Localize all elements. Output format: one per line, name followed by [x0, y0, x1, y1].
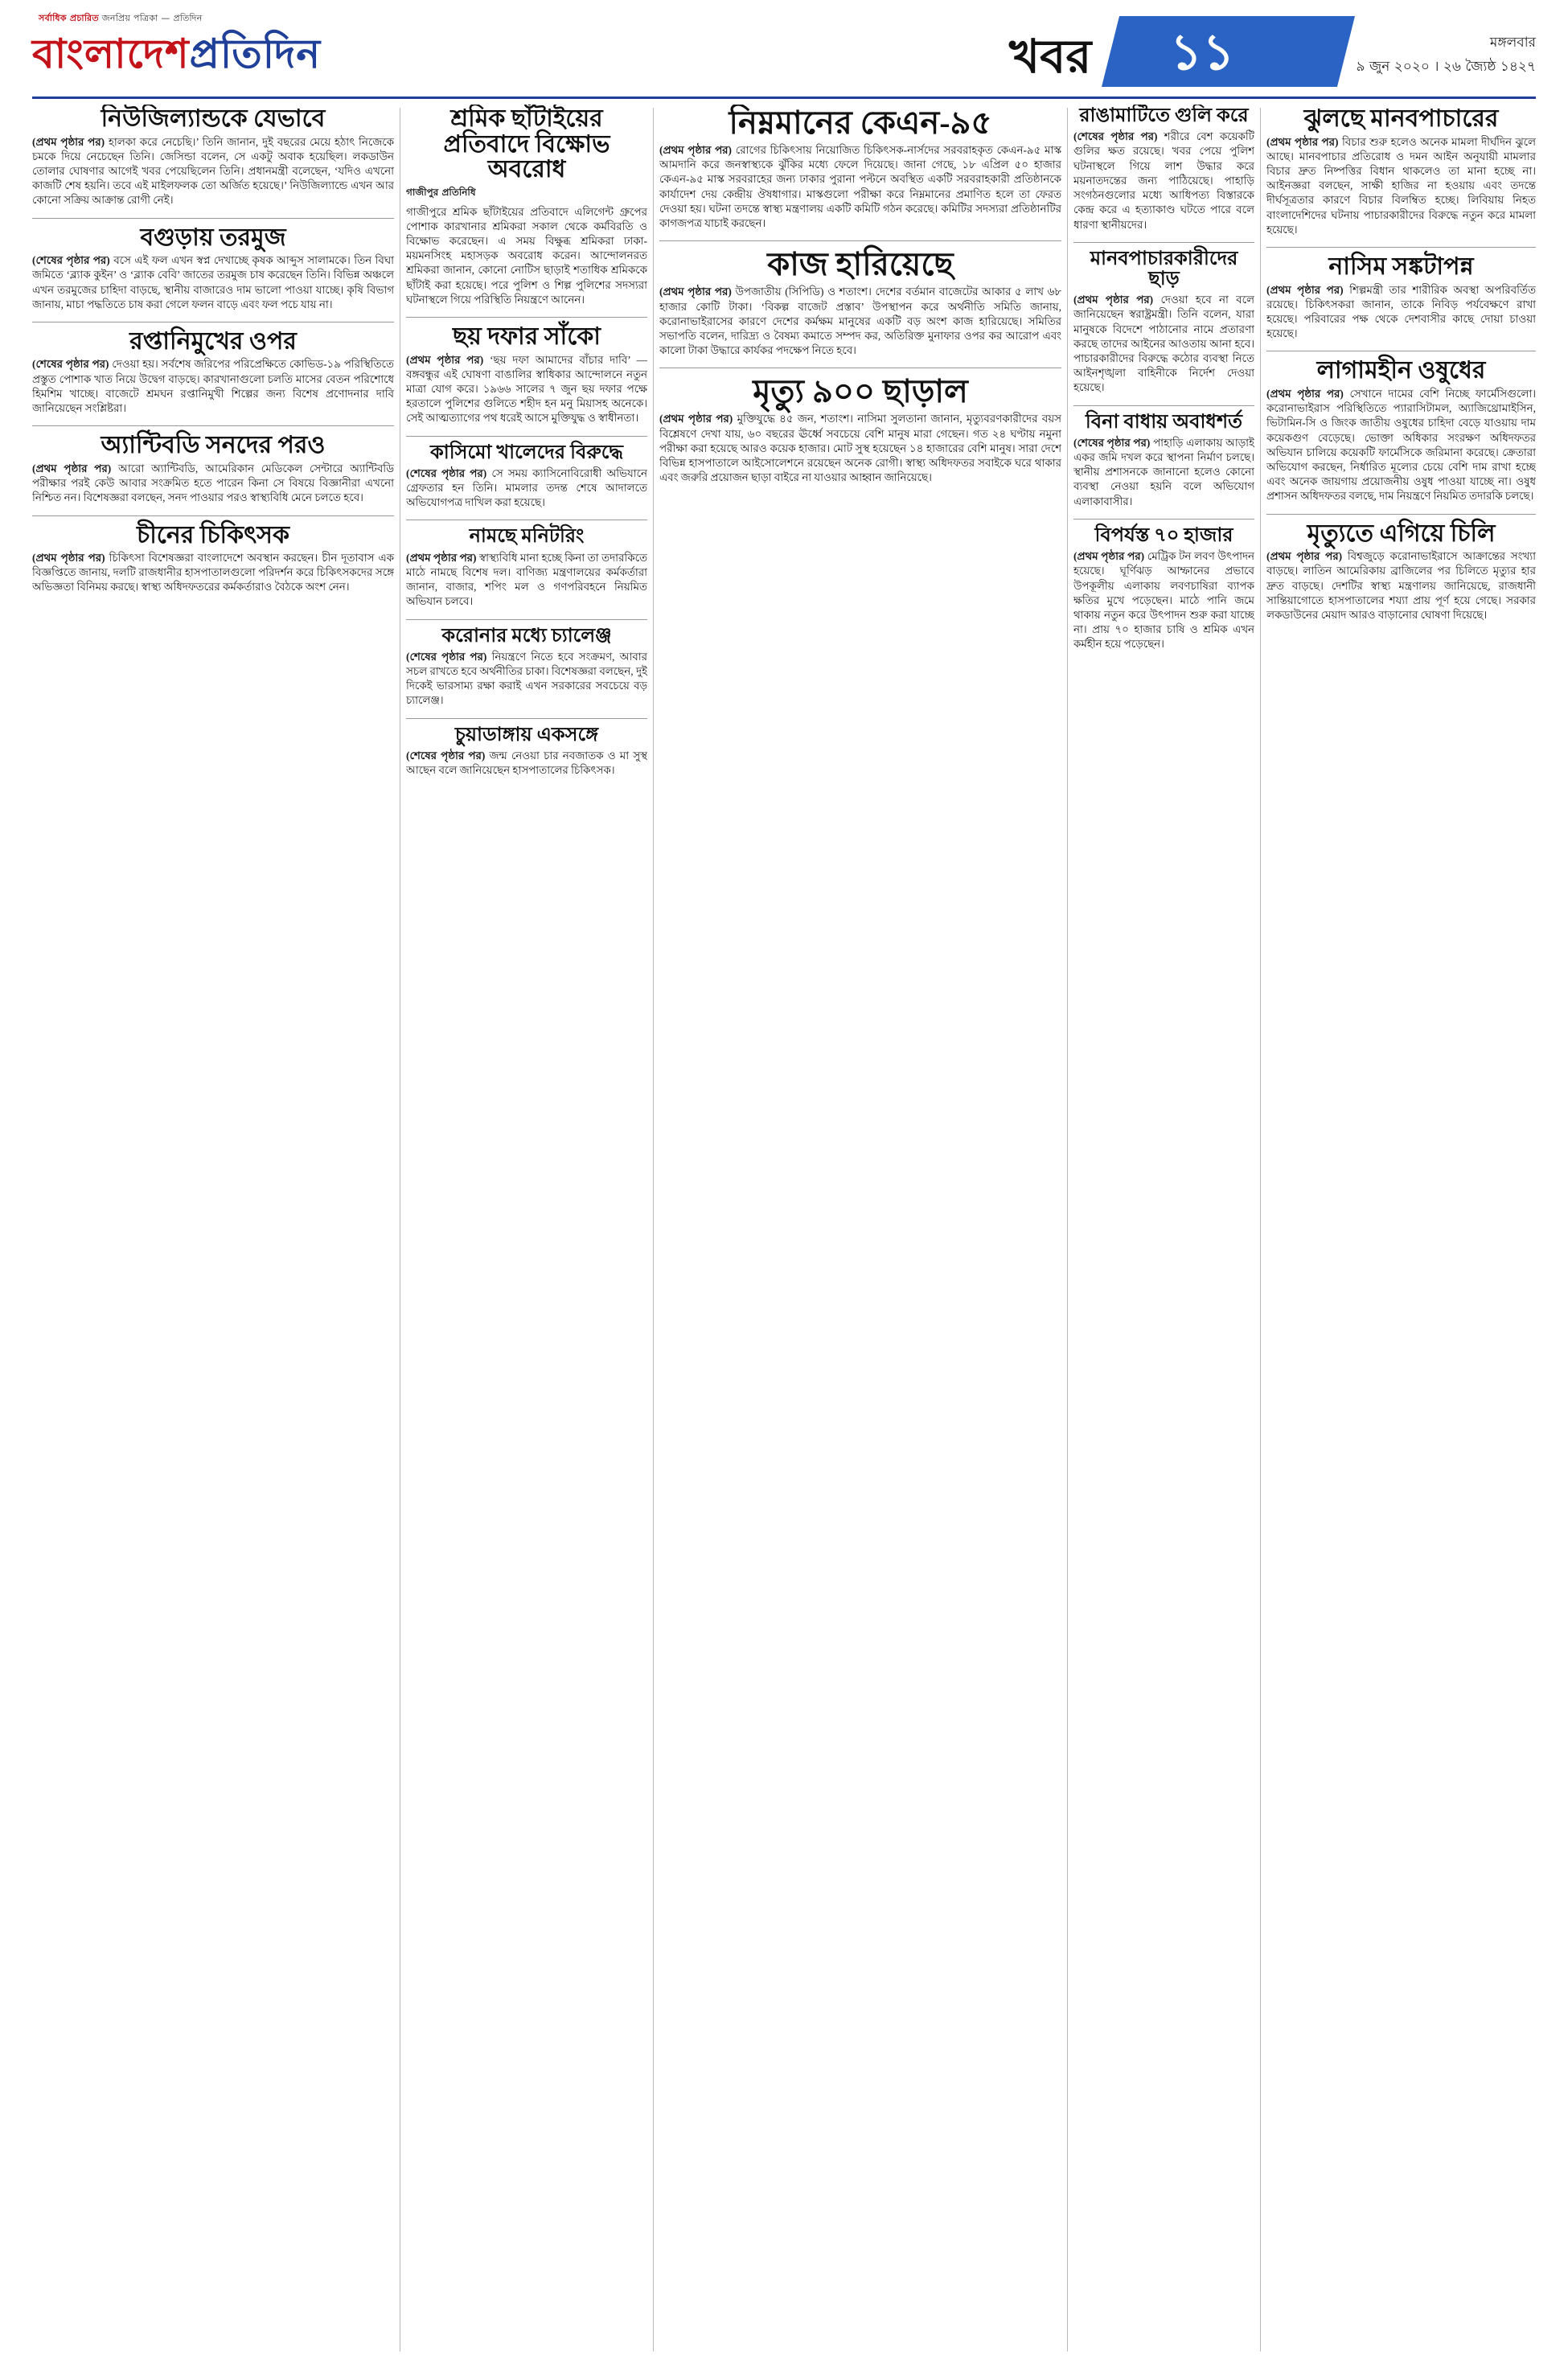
- story-challenge[interactable]: [406, 626, 647, 709]
- story-monitoring[interactable]: [406, 527, 647, 609]
- story-khaled[interactable]: [406, 443, 647, 511]
- headline[interactable]: চুয়াডাঙ্গায় একসঙ্গে: [454, 724, 599, 745]
- continuation-label: (প্রথম পৃষ্ঠার পর): [659, 413, 733, 425]
- continuation-label: (প্রথম পৃষ্ঠার পর): [1266, 387, 1344, 400]
- continuation-label: (প্রথম পৃষ্ঠার পর): [659, 144, 733, 156]
- headline[interactable]: বিপর্যস্ত ৭০ হাজার: [1094, 524, 1233, 546]
- story-text: সেখানে দামের বেশি নিচ্ছে ফার্মেসিগুলো। করোনাভাইরাস পরিস্থিতিতে প্যারাসিটামল, অ্যাজিথ্রোমাইসিন, ভিটামিন-সি ও জিংক জাতীয় ওষুধের চাহিদা বেড়ে যাওয়ায় দাম কয়েকগুণ বেড়েছে। ভোক্তা অধিকার সংরক্ষণ অধিদফতর অভিযান চালিয়ে কয়েকটি ফার্মেসিকে জরিমানা করেছে। ক্রেতারা অভিযোগ করছেন, নির্ধারিত মূল্যের চেয়ে বেশি দাম রাখা হচ্ছে এবং অনেক জায়গায় প্রয়োজনীয় ওষুধ পাওয়া যাচ্ছে না। ওষুধ প্রশাসন অধিদফতর বলছে, দাম নিয়ন্ত্রণে নিয়মিত তদারকি চলছে।: [1266, 387, 1536, 503]
- story-kn95[interactable]: [659, 106, 1061, 231]
- continuation-label: (শেষের পৃষ্ঠার পর): [406, 466, 487, 479]
- story-divider: [406, 436, 647, 437]
- headline[interactable]: রাঙামাটিতে গুলি করে: [1079, 105, 1249, 126]
- story-body: [406, 551, 647, 610]
- story-body: [32, 357, 394, 416]
- story-divider: [1266, 247, 1536, 248]
- column-2: [406, 105, 647, 2356]
- story-chile[interactable]: [1266, 521, 1536, 623]
- column-divider: [1067, 108, 1068, 2351]
- story-text: চিকিৎসা বিশেষজ্ঞরা বাংলাদেশে অবস্থান করছেন। চীন দূতাবাস এক বিজ্ঞপ্তিতে জানায়, দলটি রাজধানীর হাসপাতালগুলো পরিদর্শন করে চিকিৎসকদের সঙ্গে অভিজ্ঞতা বিনিময় করছে। স্বাস্থ্য অধিদফতরের কর্মকর্তারাও বৈঠকে অংশ নেন।: [32, 552, 394, 594]
- story-body: [659, 285, 1061, 358]
- story-text: ‘ছয় দফা আমাদের বাঁচার দাবি’ — বঙ্গবন্ধুর এই ঘোষণা বাঙালির স্বাধিকার আন্দোলনে নতুন মাত্রা যোগ করে। ১৯৬৬ সালের ৭ জুন ছয় দফার পক্ষে হরতালে পুলিশের গুলিতে শহীদ হন মনু মিয়াসহ অনেকে। সেই আত্মত্যাগের পথ ধরেই আসে মুক্তিযুদ্ধ ও স্বাধীনতা।: [406, 353, 647, 425]
- column-5: [1266, 105, 1536, 2356]
- story-body: [32, 462, 394, 506]
- continuation-label: (প্রথম পৃষ্ঠার পর): [1266, 283, 1344, 296]
- continuation-label: (শেষের পৃষ্ঠার পর): [32, 254, 110, 267]
- story-divider: [1073, 519, 1254, 520]
- continuation-label: (শেষের পৃষ্ঠার পর): [1073, 436, 1151, 449]
- headline[interactable]: ঝুলছে মানবপাচারের: [1303, 105, 1499, 132]
- headline[interactable]: বিনা বাধায় অবাধশর্ত: [1085, 411, 1243, 433]
- story-body: [406, 466, 647, 511]
- story-text: দেওয়া হয়। সর্বশেষ জরিপের পরিপ্রেক্ষিতে কোভিড-১৯ পরিস্থিতিতে প্রস্তুত পোশাক খাত নিয়ে উদ্বেগ বাড়ছে। কারখানাগুলো চলতি মাসের বেতন পরিশোধে হিমশিম খাচ্ছে। বাজেটে শ্রমঘন রপ্তানিমুখী শিল্পের জন্য বিশেষ প্রণোদনার দাবি জানিয়েছেন সংশ্লিষ্টরা।: [32, 358, 394, 415]
- story-body: [1266, 387, 1536, 504]
- story-watermelon[interactable]: [32, 225, 394, 312]
- story-body: [1073, 436, 1254, 509]
- story-chuadanga[interactable]: [406, 725, 647, 778]
- column-4: [1073, 105, 1254, 2356]
- headline[interactable]: রপ্তানিমুখের ওপর: [129, 327, 297, 355]
- story-text: নিয়ন্ত্রণে নিতে হবে সংক্রমণ, আবার সচল রাখতে হবে অর্থনীতির চাকা। বিশেষজ্ঞরা বলছেন, দুই দিকেই ভারসাম্য রক্ষা করাই এখন সরকারের সবচেয়ে বড় চ্যালেঞ্জ।: [406, 650, 647, 707]
- page-number: ১১: [1170, 23, 1235, 81]
- story-body: [1073, 129, 1254, 232]
- headline[interactable]: নিউজিল্যান্ডকে যেভাবে: [101, 105, 326, 132]
- story-divider: [659, 240, 1061, 241]
- continuation-label: (প্রথম পৃষ্ঠার পর): [32, 552, 105, 564]
- story-body: [1266, 283, 1536, 342]
- headline[interactable]: কাজ হারিয়েছে: [767, 246, 954, 283]
- masthead-rule: [32, 97, 1536, 99]
- headline[interactable]: বগুড়ায় তরমুজ: [140, 224, 286, 251]
- issue-day: মঙ্গলবার: [1489, 35, 1536, 51]
- issue-date: ৯ জুন ২০২০ । ২৬ জ্যৈষ্ঠ ১৪২৭: [1356, 59, 1536, 75]
- story-divider: [1266, 514, 1536, 515]
- story-text: মেট্রিক টন লবণ উৎপাদন হয়েছে। ঘূর্ণিঝড় আম্ফানের প্রভাবে উপকূলীয় এলাকায় লবণচাষিরা ব্যাপক ক্ষতির মুখে পড়েছেন। মাঠে পানি জমে থাকায় নতুন করে উৎপাদন শুরু করা যাচ্ছে না। প্রায় ৭০ হাজার চাষি ও শ্রমিক এখন কর্মহীন হয়ে পড়েছেন।: [1073, 550, 1254, 651]
- logo-accent-text: প্রতিদিন: [189, 30, 322, 77]
- story-text: বিশ্বজুড়ে করোনাভাইরাসে আক্রান্তের সংখ্যা বাড়ছে। লাতিন আমেরিকায় ব্রাজিলের পর চিলিতে মৃত্যুর হার দ্রুত বাড়ছে। দেশটির স্বাস্থ্য মন্ত্রণালয় জানিয়েছে, রাজধানী সান্তিয়াগোতে হাসপাতালের শয্যা প্রায় পূর্ণ হয়ে গেছে। সরকার লকডাউনের মেয়াদ আরও বাড়ানোর ঘোষণা দিয়েছে।: [1266, 550, 1536, 622]
- section-title: খবর: [1009, 29, 1092, 84]
- story-divider: [32, 218, 394, 219]
- column-3: [659, 105, 1061, 2356]
- story-text: রোগের চিকিৎসায় নিয়োজিত চিকিৎসক-নার্সদের সরবরাহকৃত কেএন-৯৫ মাস্ক আমদানি করে জনস্বাস্থ্যকে ঝুঁকির মধ্যে ফেলে দিয়েছে। জানা গেছে, ১৮ এপ্রিল ৫০ হাজার কেএন-৯৫ মাস্ক সরবরাহের জন্য ঢাকার পুরানা পল্টনে অবস্থিত একটি সরবরাহকারী প্রতিষ্ঠানকে কার্যাদেশ দেয় কেন্দ্রীয় ঔষধাগার। মাস্কগুলো পরীক্ষা করে নিম্নমানের প্রমাণিত হলে তা ফেরত দেওয়া হয়। ঘটনা তদন্তে স্বাস্থ্য মন্ত্রণালয় একটি কমিটি গঠন করেছে। কমিটির সদস্যরা প্রতিষ্ঠানটির কাগজপত্র যাচাই করছেন।: [659, 144, 1061, 230]
- continuation-label: (প্রথম পৃষ্ঠার পর): [1073, 550, 1145, 563]
- column-divider: [653, 108, 654, 2351]
- story-body: [32, 253, 394, 312]
- story-body: [32, 551, 394, 595]
- story-body: [406, 650, 647, 709]
- story-text: মুক্তিযুদ্ধে ৪৫ জন, শতাংশ। নাসিমা সুলতানা জানান, মৃত্যুবরণকারীদের বয়স বিশ্লেষণে দেখা যায়, ৬০ বছরের ঊর্ধ্বে সবচেয়ে বেশি মানুষ মারা গেছেন। গত ২৪ ঘণ্টায় নমুনা পরীক্ষা করা হয়েছে আরও কয়েক হাজার। মোট সুস্থ হয়েছেন ১৪ হাজারের বেশি মানুষ। সারা দেশে বিভিন্ন হাসপাতালে আইসোলেশনে রয়েছেন অনেক রোগী। স্বাস্থ্য অধিদফতর সবাইকে ঘরে থাকার এবং জরুরি প্রয়োজন ছাড়া বাইরে না যাওয়ার আহ্বান জানিয়েছে।: [659, 413, 1061, 484]
- continuation-label: (প্রথম পৃষ্ঠার পর): [659, 285, 732, 298]
- story-unhindered[interactable]: [1073, 413, 1254, 509]
- headline[interactable]: মৃত্যু ৯০০ ছাড়াল: [753, 373, 968, 410]
- continuation-label: (প্রথম পৃষ্ঠার পর): [406, 551, 477, 564]
- story-body: [659, 412, 1061, 485]
- headline[interactable]: কাসিমো খালেদের বিরুদ্ধে: [430, 442, 623, 463]
- story-body: [1266, 135, 1536, 238]
- story-medicine[interactable]: [1266, 358, 1536, 503]
- story-text: শিল্পমন্ত্রী তার শারীরিক অবস্থা অপরিবর্তিত রয়েছে। চিকিৎসকরা জানান, তাকে নিবিড় পর্যবেক্ষণে রাখা হয়েছে। পরিবারের পক্ষ থেকে দেশবাসীর কাছে দোয়া চাওয়া হয়েছে।: [1266, 283, 1536, 340]
- story-body: [1073, 293, 1254, 396]
- continuation-label: (প্রথম পৃষ্ঠার পর): [32, 462, 112, 474]
- story-export[interactable]: [32, 329, 394, 416]
- tagline-red: সর্বাধিক প্রচারিত: [39, 13, 99, 23]
- story-divider: [32, 515, 394, 516]
- continuation-label: (প্রথম পৃষ্ঠার পর): [32, 135, 105, 148]
- story-body: [1073, 549, 1254, 652]
- column-divider: [1260, 108, 1261, 2351]
- headline[interactable]: নাসিম সঙ্কটাপন্ন: [1328, 253, 1474, 281]
- story-divider: [406, 619, 647, 620]
- headline[interactable]: অ্যান্টিবডি সনদের পরও: [101, 432, 326, 459]
- story-text: স্বাস্থ্যবিধি মানা হচ্ছে কিনা তা তদারকিতে মাঠে নামছে বিশেষ দল। বাণিজ্য মন্ত্রণালয়ের কর্মকর্তারা জানান, বাজার, শপিং মল ও গণপরিবহনে নিয়মিত অভিযান চলবে।: [406, 551, 647, 608]
- continuation-label: (শেষের পৃষ্ঠার পর): [406, 650, 487, 663]
- masthead: [0, 0, 1568, 97]
- continuation-label: (প্রথম পৃষ্ঠার পর): [1073, 294, 1154, 306]
- story-china-doctors[interactable]: [32, 523, 394, 595]
- headline[interactable]: ছয় দফার সাঁকো: [453, 323, 601, 351]
- story-workers[interactable]: [406, 106, 647, 307]
- story-text: সে সময় ক্যাসিনোবিরোধী অভিযানে গ্রেফতার হন তিনি। মামলার তদন্ত শেষে আদালতে অভিযোগপত্র দাখিল করা হয়েছে।: [406, 466, 647, 509]
- story-rangamati[interactable]: [1073, 106, 1254, 232]
- story-body: [406, 353, 647, 426]
- story-text: আরো অ্যান্টিবডি, আমেরিকান মেডিকেল সেন্টারে অ্যান্টিবডি পরীক্ষার পরই কেউ আবার সংক্রমিত হতে পারেন কিনা সে বিষয়ে বিজ্ঞানীরা এখনো নিশ্চিত নন। বিশেষজ্ঞরা বলছেন, সনদ পাওয়ার পরও স্বাস্থ্যবিধি মেনে চলতে হবে।: [32, 462, 394, 504]
- story-divider: [32, 425, 394, 426]
- story-text: শরীরে বেশ কয়েকটি গুলির ক্ষত রয়েছে। খবর পেয়ে পুলিশ ঘটনাস্থলে গিয়ে লাশ উদ্ধার করে ময়নাতদন্তের জন্য পাঠিয়েছে। পাহাড়ি সংগঠনগুলোর মধ্যে আধিপত্য বিস্তারকে কেন্দ্র করে এ হত্যাকাণ্ড ঘটতে পারে বলে ধারণা স্থানীয়দের।: [1073, 130, 1254, 231]
- tagline-rest: জনপ্রিয় পত্রিকা — প্রতিদিন: [101, 13, 203, 23]
- continuation-label: (শেষের পৃষ্ঠার পর): [32, 358, 109, 371]
- story-job-loss[interactable]: [659, 248, 1061, 358]
- story-body: [32, 135, 394, 208]
- story-divider: [406, 317, 647, 318]
- continuation-label: (শেষের পৃষ্ঠার পর): [406, 749, 486, 762]
- story-body: গাজীপুরে শ্রমিক ছাঁটাইয়ের প্রতিবাদে এলিগেন্ট গ্রুপের পোশাক কারখানার শ্রমিকরা সকাল থেকে কর্মবিরতি ও বিক্ষোভ করেছেন। এ সময় বিক্ষুব্ধ শ্রমিকরা ঢাকা-ময়মনসিংহ মহাসড়ক অবরোধ করেন। আন্দোলনরত শ্রমিকরা জানান, কোনো নোটিস ছাড়াই শতাধিক শ্রমিককে ছাঁটাই করা হয়েছে। পরে পুলিশ ও শিল্প পুলিশের সদস্যরা ঘটনাস্থলে গিয়ে পরিস্থিতি নিয়ন্ত্রণে আনেন।: [406, 205, 647, 306]
- headline[interactable]: করোনার মধ্যে চ্যালেঞ্জ: [441, 625, 612, 647]
- newspaper-logo[interactable]: [32, 24, 321, 91]
- headline[interactable]: মানবপাচারকারীদের ছাড়: [1090, 248, 1238, 290]
- logo-main-text: বাংলাদেশ: [32, 30, 190, 77]
- headline[interactable]: মৃত্যুতে এগিয়ে চিলি: [1307, 520, 1496, 547]
- headline[interactable]: লাগামহীন ওষুধের: [1316, 357, 1486, 384]
- story-body: [659, 143, 1061, 231]
- continuation-label: (প্রথম পৃষ্ঠার পর): [406, 353, 484, 366]
- byline: গাজীপুর প্রতিনিধি: [406, 186, 476, 198]
- story-body: [406, 749, 647, 778]
- continuation-label: (শেষের পৃষ্ঠার পর): [1073, 130, 1158, 143]
- continuation-label: (প্রথম পৃষ্ঠার পর): [1266, 135, 1339, 148]
- story-newzealand[interactable]: [32, 106, 394, 208]
- story-divider: [1073, 242, 1254, 243]
- story-text: হালকা করে নেচেছি।’ তিনি জানান, দুই বছরের মেয়ে হঠাৎ নিজেকে চমকে দিয়ে নেচেছেন তিনি। জেসিন্ডা বলেন, সে একটু অবাক হয়েছিল। লকডাউন তোলার ঘোষণার আগেই খবর পেয়েছিলেন তিনি। প্রধানমন্ত্রী বলেছেন, ‘যদিও এখনো কাজটি শেষ হয়নি। তবে এই মাইলফলক তো অর্জিত হয়েছে।’ নিউজিল্যান্ডে এখন আর কোনো সক্রিয় আক্রান্ত রোগী নেই।: [32, 135, 394, 207]
- story-trafficker[interactable]: [1073, 249, 1254, 396]
- story-six-point[interactable]: [406, 324, 647, 426]
- headline[interactable]: চীনের চিকিৎসক: [137, 521, 289, 548]
- story-text: বিচার শুরু হলেও অনেক মামলা দীর্ঘদিন ঝুলে আছে। মানবপাচার প্রতিরোধ ও দমন আইন অনুযায়ী মামলার বিচার দ্রুত নিষ্পত্তির বিধান থাকলেও তা মানা হচ্ছে না। আইনজ্ঞরা বলছেন, সাক্ষী হাজির না হওয়ায় এবং তদন্তে দীর্ঘসূত্রতার কারণে বিচার বিলম্বিত হচ্ছে। লিবিয়ায় নিহত বাংলাদেশিদের ঘটনায় পাচারকারীদের বিরুদ্ধে নতুন করে মামলা হয়েছে।: [1266, 135, 1536, 236]
- story-divider: [406, 718, 647, 719]
- headline[interactable]: নিম্নমানের কেএন-৯৫: [729, 105, 992, 141]
- story-disaster[interactable]: [1073, 526, 1254, 652]
- story-text: উপজাতীয় (সিপিডি) ও শতাংশ। দেশের বর্তমান বাজেটের আকার ৫ লাখ ৬৮ হাজার কোটি টাকা। ‘বিকল্প বাজেট প্রস্তাব’ উপস্থাপন করে অর্থনীতি সমিতি জানায়, করোনাভাইরাসের কারণে দেশের কর্মক্ষম মানুষের একটি বড় অংশ কাজ হারিয়েছে। সমিতির সভাপতি বলেন, দারিদ্র্য ও বৈষম্য কমাতে সম্পদ কর, অতিরিক্ত মুনাফার ওপর কর আরোপ এবং কালো টাকা উদ্ধারে কার্যকর পদক্ষেপ নিতে হবে।: [659, 285, 1061, 357]
- story-migrant-trafficking[interactable]: [1266, 106, 1536, 237]
- story-body: [1266, 549, 1536, 622]
- headline[interactable]: নামছে মনিটরিং: [469, 526, 585, 548]
- headline[interactable]: শ্রমিক ছাঁটাইয়ের প্রতিবাদে বিক্ষোভ অবরোধ: [443, 105, 610, 183]
- story-text: পাহাড়ি এলাকায় আড়াই একর জমি দখল করে স্থাপনা নির্মাণ চলছে। স্থানীয় প্রশাসনকে জানানো হলেও কোনো ব্যবস্থা নেওয়া হয়নি বলে অভিযোগ এলাকাবাসীর।: [1073, 436, 1254, 507]
- story-death-toll[interactable]: [659, 375, 1061, 485]
- story-nasim[interactable]: [1266, 254, 1536, 341]
- story-antibody[interactable]: [32, 433, 394, 505]
- column-1: [32, 105, 394, 2356]
- story-divider: [1073, 405, 1254, 406]
- story-text: জন্ম নেওয়া চার নবজাতক ও মা সুস্থ আছেন বলে জানিয়েছেন হাসপাতালের চিকিৎসক।: [406, 749, 647, 776]
- continuation-label: (প্রথম পৃষ্ঠার পর): [1266, 550, 1343, 563]
- story-text: দেওয়া হবে না বলে জানিয়েছেন স্বরাষ্ট্রমন্ত্রী। তিনি বলেন, যারা মানুষকে বিদেশে পাঠানোর নামে প্রতারণা করছে তাদের আইনের আওতায় আনা হবে। পাচারকারীদের বিরুদ্ধে কঠোর ব্যবস্থা নিতে আইনশৃঙ্খলা বাহিনীকে নির্দেশ দেওয়া হয়েছে।: [1073, 294, 1254, 394]
- story-text: বসে এই ফল এখন স্বপ্ন দেখাচ্ছে কৃষক আব্দুস সালামকে। তিন বিঘা জমিতে ‘ব্ল্যাক কুইন’ ও ‘ব্ল্যাক বেবি’ জাতের তরমুজ চাষ করেছেন তিনি। বিভিন্ন অঞ্চলে এখন তরমুজের চাহিদা বাড়ছে, স্থানীয় বাজারেও দাম ভালো পাওয়া যাচ্ছে। কৃষি বিভাগ জানায়, মাচা পদ্ধতিতে চাষ করা গেলে ফলন বাড়ে এবং ফল পচে যায় না।: [32, 254, 394, 310]
